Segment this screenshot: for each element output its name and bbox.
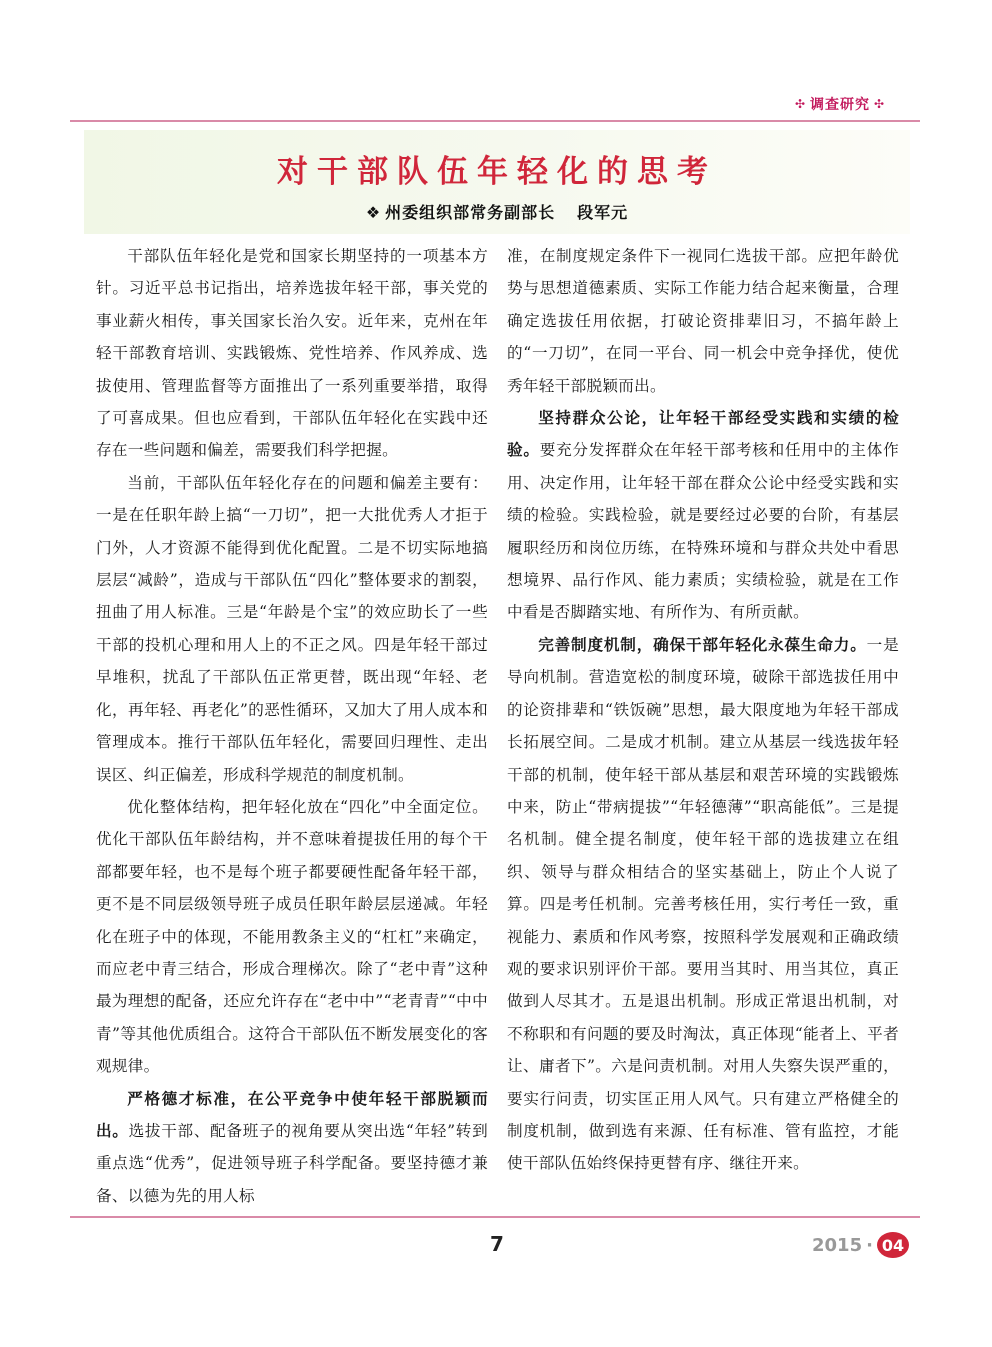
- paragraph: [96, 1083, 488, 1213]
- ornament-icon: ✣: [794, 97, 806, 111]
- title-band: [84, 130, 910, 234]
- paragraph: [507, 402, 899, 629]
- issue-label: [812, 1230, 909, 1260]
- paragraph-lead: 严格德才标准，在公平竞争中使年轻干部脱颖而出。: [96, 1089, 488, 1140]
- issue-year: 2015: [812, 1234, 863, 1256]
- paragraph: 当前，干部队伍年轻化存在的问题和偏差主要有：一是在任职年龄上搞“一刀切”，把一大批优秀人才拒于门外，人才资源不能得到优化配置。二是不切实际地搞层层“减龄”，造成与干部队伍“四化”整体要求的割裂，扭曲了用人标准。三是“年龄是个宝”的效应助长了一些干部的投机心理和用人上的不正之风。四是年轻干部过早堆积，扰乱了干部队伍正常更替，既出现“年轻、老化，再年轻、再老化”的恶性循环，又加大了用人成本和管理成本。推行干部队伍年轻化，需要回归理性、走出误区、纠正偏差，形成科学规范的制度机制。: [96, 473, 488, 784]
- author-title: 州委组织部常务副部长: [385, 203, 556, 222]
- author-name: 段军元: [577, 203, 629, 222]
- right-column: [507, 240, 899, 1180]
- byline: [84, 200, 910, 223]
- bottom-divider: [70, 1216, 920, 1218]
- page-number: 7: [490, 1232, 504, 1256]
- paragraph-body: 要充分发挥群众在年轻干部考核和任用中的主体作用、决定作用，让年轻干部在群众公论中经受实践和实绩的检验。实践检验，就是要经过必要的台阶，有基层履职经历和岗位历练，在特殊环境和与群众共处中看思想境界、品行作风、能力素质；实绩检验，就是在工作中看是否脚踏实地、有所作为、有所贡献。: [507, 441, 899, 622]
- paragraph: [507, 629, 899, 1180]
- left-column: [96, 240, 488, 1212]
- article-title: 对干部队伍年轻化的思考: [277, 154, 717, 190]
- paragraph-body: 一是导向机制。营造宽松的制度环境，破除干部选拔任用中的论资排辈和“铁饭碗”思想，最大限度地为年轻干部成长拓展空间。二是成才机制。建立从基层一线选拔年轻干部的机制，使年轻干部从基层和艰苦环境的实践锻炼中来，防止“带病提拔”“年轻德薄”“职高能低”。三是提名机制。健全提名制度，使年轻干部的选拔建立在组织、领导与群众相结合的坚实基础上，防止个人说了算。四是考任机制。完善考核任用，实行考任一致，重视能力、素质和作风考察，按照科学发展观和正确政绩观的要求识别评价干部。要用当其时、用当其位，真正做到人尽其才。五是退出机制。形成正常退出机制，对不称职和有问题的要及时淘汰，真正体现“能者上、平者让、庸者下”。六是问责机制。对用人失察失误严重的，要实行问责，切实匡正用人风气。只有建立严格健全的制度机制，做到选有来源、任有标准、管有监控，才能使干部队伍始终保持更替有序、继往开来。: [507, 635, 899, 1173]
- paragraph: 干部队伍年轻化是党和国家长期坚持的一项基本方针。习近平总书记指出，培养选拔年轻干部，事关党的事业薪火相传，事关国家长治久安。近年来，克州在年轻干部教育培训、实践锻炼、党性培养、作风养成、选拔使用、管理监督等方面推出了一系列重要举措，取得了可喜成果。但也应看到，干部队伍年轻化在实践中还存在一些问题和偏差，需要我们科学把握。: [96, 247, 488, 460]
- paragraph: 准，在制度规定条件下一视同仁选拔干部。应把年龄优势与思想道德素质、实际工作能力结合起来衡量，合理确定选拔任用依据，打破论资排辈旧习，不搞年龄上的“一刀切”，在同一平台、同一机会中竞争择优，使优秀年轻干部脱颖而出。: [507, 247, 899, 395]
- diamond-icon: ❖: [365, 203, 382, 222]
- issue-badge: 04: [877, 1232, 909, 1258]
- paragraph: 优化整体结构，把年轻化放在“四化”中全面定位。优化干部队伍年龄结构，并不意味着提拔任用的每个干部都要年轻，也不是每个班子都要硬性配备年轻干部，更不是不同层级领导班子成员任职年龄层层递减。年轻化在班子中的体现，不能用教条主义的“杠杠”来确定，而应老中青三结合，形成合理梯次。除了“老中青”这种最为理想的配备，还应允许存在“老中中”“老青青”“中中青”等其他优质组合。这符合干部队伍不断发展变化的客观规律。: [96, 797, 488, 1076]
- paragraph-lead: 完善制度机制，确保干部年轻化永葆生命力。: [538, 635, 867, 654]
- section-label: 调查研究: [810, 97, 870, 113]
- issue-separator: ·: [866, 1234, 873, 1256]
- paragraph-body: 选拔干部、配备班子的视角要从突出选“年轻”转到重点选“优秀”，促进领导班子科学配备。要坚持德才兼备、以德为先的用人标: [96, 1121, 488, 1205]
- section-tag: [780, 92, 900, 116]
- paragraph-lead: 坚持群众公论，让年轻干部经受实践和实绩的检验。: [507, 409, 899, 460]
- top-divider: [70, 120, 920, 122]
- ornament-icon: ✣: [874, 97, 886, 111]
